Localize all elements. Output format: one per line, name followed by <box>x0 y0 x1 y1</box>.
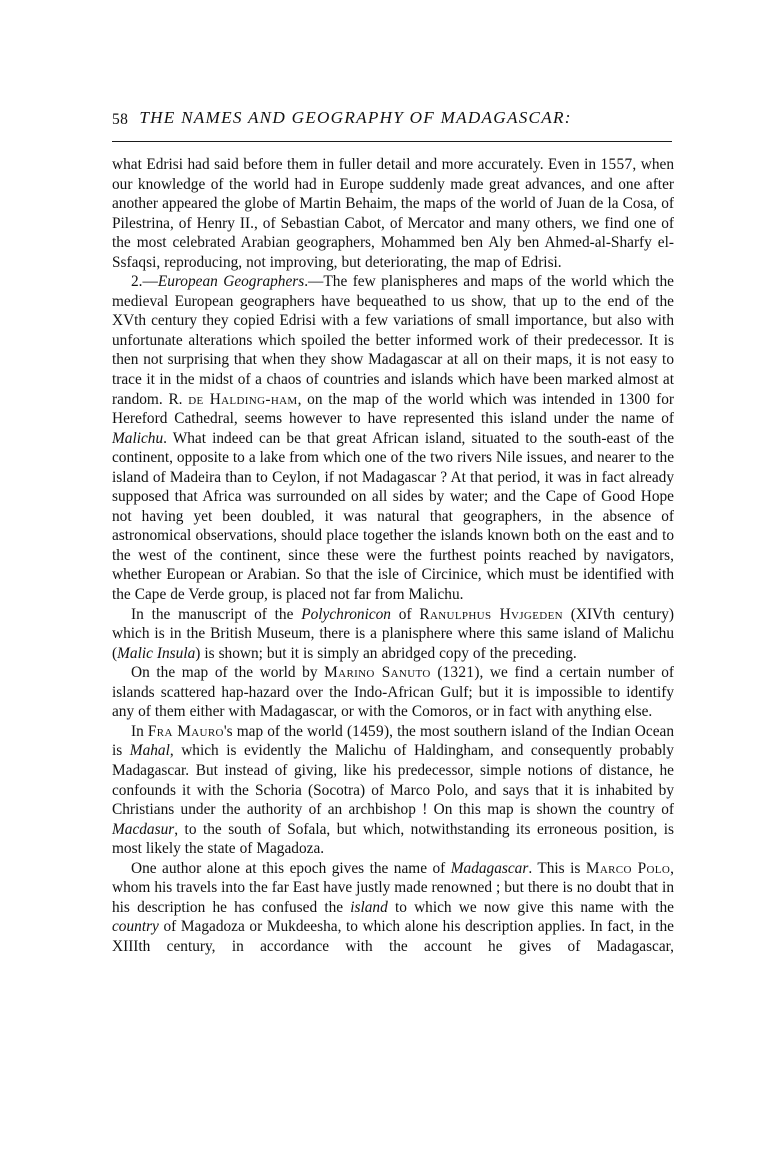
paragraph-fra-mauro <box>112 722 674 859</box>
text-run: . What indeed can be that great African island, situated to the south-east of the continent, opposite to a lake from which one of the two rivers Nile issues, and nearer to the island of Madeira than to Ceylon, if not Madagascar ? At that period, it was in fact already supposed that Africa was surrounded on all sides by water; and the Cape of Good Hope not having yet been doubled, it was natural that geographers, in the absence of astronomical observations, should place together the islands known both on the east and to the west of the continent, since these were the furthest points reached by navigators, whether European or Arabian. So that the isle of Circinice, which must be identified with the Cape de Verde group, is placed not far from Malichu. <box>112 429 675 604</box>
text-run: of <box>390 605 420 623</box>
title-polychronicon: Polychronicon <box>301 605 391 623</box>
paragraph-european-geographers <box>112 272 674 604</box>
term-malic-insula: Malic Insula <box>117 644 196 662</box>
year-1300: 1300 <box>618 390 651 408</box>
text-run: to which we now give this name with the <box>387 898 674 916</box>
text-run: what Edrisi had said before them in fuller detail and more accurately. Even in <box>112 156 601 173</box>
text-run: ) is shown; but it is simply an abridged copy of the preceding. <box>195 644 577 662</box>
text-run: .—The few planispheres and maps of the world which the medieval European geographers have bequeathed to us show, that up to the end of the XVth century they copied Edrisi with a few variations of small importance, but also with unfortunate alterations which spoiled the better informed work of their predecessor. It is then not surprising that when they show Madagascar at all on their maps, it is not easy to trace it in the midst of a chaos of countries and islands which have been marked almost at random. R. <box>112 273 674 408</box>
text-run: . This is <box>528 859 586 877</box>
name-marco-polo: Marco Polo <box>585 859 671 877</box>
name-haldingham: de Halding-ham <box>188 390 298 408</box>
name-ranulphus-hvjgeden: Ranulphus Hvjgeden <box>419 605 563 623</box>
text-run: In <box>131 722 148 740</box>
place-malichu: Malichu <box>112 429 164 447</box>
page-number: 58 <box>112 111 129 128</box>
text-run: , whom his travels into the far East have justly made renowned ; but there is no doubt that in his description he has confused the <box>112 859 674 916</box>
text-run: for Hereford Cathedral, seems however to have represented this island under the name of <box>112 390 674 428</box>
section-heading-italic: European Geographers <box>157 273 305 291</box>
body-text <box>112 155 674 956</box>
text-run: , which is evidently the Malichu of Haldingham, and consequently probably Madagascar. But instead of giving, like his predecessor, simple notions of distance, he confounds it with the Schoria (Socotra) of Marco Polo, and says that it is inhabited by Christians under the authority of an archbishop ! On this map is shown the country of <box>112 742 674 819</box>
text-run: One author alone at this epoch gives the name of <box>131 859 451 877</box>
year-1557: 1557 <box>600 156 633 173</box>
text-run: , on the map of the world which was intended in <box>297 390 619 408</box>
text-run: ), we find a certain number of islands scattered hap-hazard over the Indo-African Gulf; but it is impossible to identify any of them either with Madagascar, or with the Comoros, or in fact with anything else. <box>112 664 674 721</box>
text-run: of Magadoza or Mukdeesha, to which alone his description applies. In fact, in the XIIIth century, in accordance with the account he gives of Madagascar, <box>112 918 674 955</box>
text-run: ( <box>430 664 443 682</box>
paragraph-marino-sanuto <box>112 663 674 722</box>
name-fra-mauro: Fra Mauro <box>147 722 224 740</box>
name-marino-sanuto: Marino Sanuto <box>324 664 431 682</box>
text-run: , when our knowledge of the world had in Europe suddenly made great advances, and one after another appeared the globe of Martin Behaim, the maps of the world of Juan de la Cosa, of Pilestrina, of Henry II., of Sebastian Cabot, of Mercator and many others, we find one of the most celebrated Arabian geographers, Mohammed ben Aly ben Ahmed-al-Sharfy el-Ssfaqsi, reproducing, not improving, but deteriorating, the map of Edrisi. <box>112 156 674 271</box>
paragraph-edrisi-continued <box>112 155 674 272</box>
word-island: island <box>350 898 388 916</box>
paragraph-marco-polo <box>112 859 674 957</box>
running-title: THE NAMES AND GEOGRAPHY OF MADAGASCAR: <box>139 108 572 127</box>
place-macdasur: Macdasur <box>112 820 175 838</box>
header-rule <box>112 141 672 142</box>
text-run: 's map of the world ( <box>223 722 353 740</box>
text-run: On the map of the world by <box>131 664 325 682</box>
text-run: (XIVth century) which is in the British Museum, there is a planisphere where this same island of Malichu ( <box>112 605 674 662</box>
text-run: In the manuscript of the <box>131 605 302 623</box>
paragraph-polychronicon <box>112 605 674 664</box>
text-run: ), the most southern island of the Indian Ocean is <box>112 722 674 760</box>
running-head <box>112 108 672 128</box>
place-madagascar: Madagascar <box>450 859 529 877</box>
place-mahal: Mahal <box>129 742 170 760</box>
year-1459: 1459 <box>352 722 384 740</box>
section-number: 2.— <box>131 273 158 291</box>
text-run: , to the south of Sofala, but which, notwithstanding its erroneous position, is most likely the state of Magadoza. <box>112 820 674 858</box>
word-country: country <box>112 918 159 936</box>
year-1321: 1321 <box>442 664 475 682</box>
